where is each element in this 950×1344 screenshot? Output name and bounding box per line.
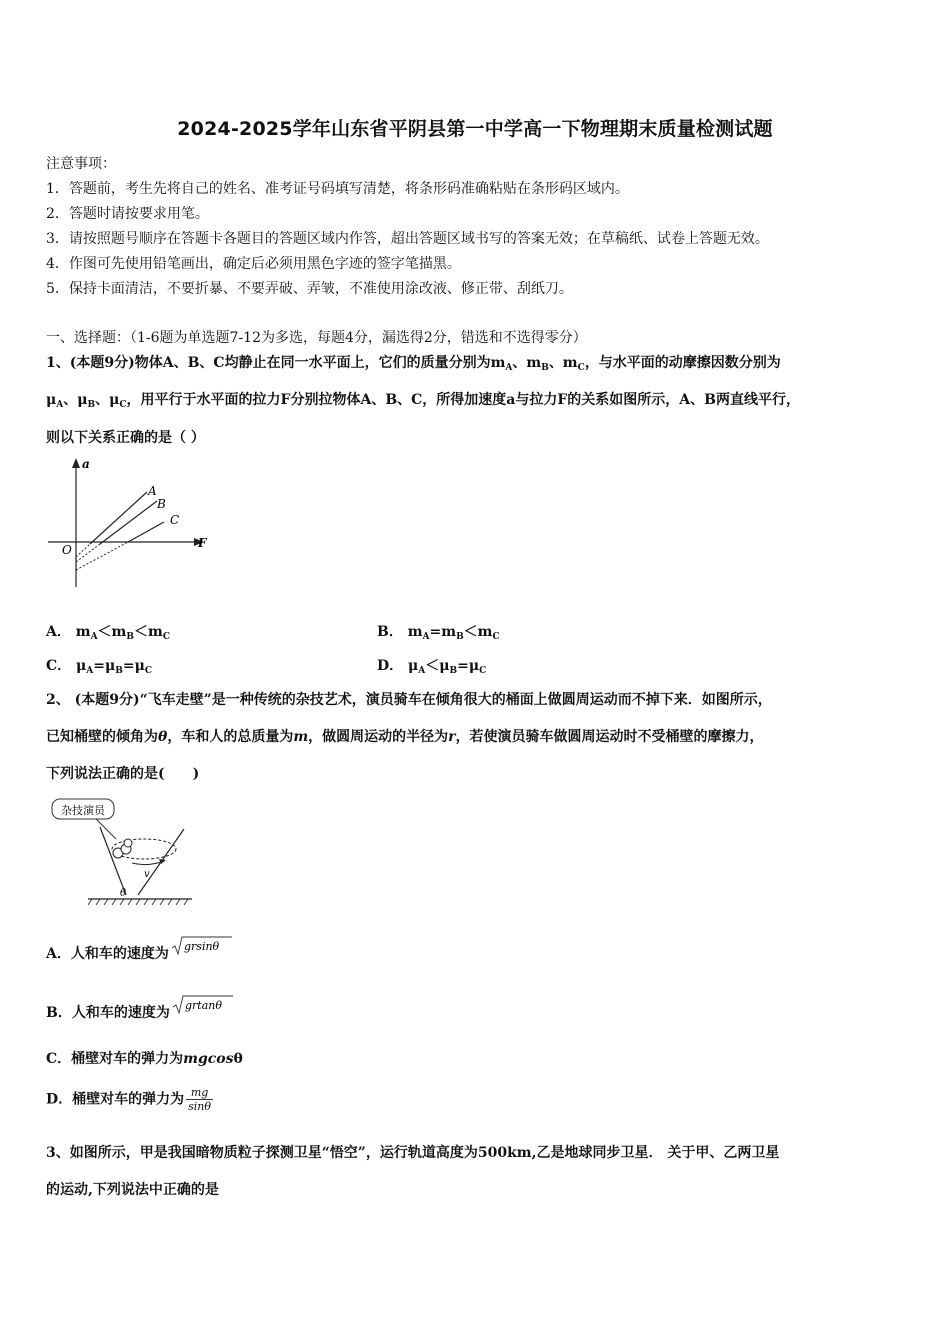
notice-item-3: 3．请按照题号顺序在答题卡各题目的答题区域内作答，超出答题区域书写的答案无效；在草稿纸、试卷上答题无效。: [46, 231, 769, 247]
line-c: [128, 522, 164, 542]
q2-line-3: 下列说法正确的是( ): [46, 766, 200, 782]
line-label-c: C: [170, 513, 180, 527]
bucket-wall-left: [100, 827, 126, 895]
q1-line-3: 则以下关系正确的是（ ）: [46, 430, 205, 446]
q1-option-a[interactable]: A． $m_A<m_B<m_C$: [46, 624, 170, 642]
q1-option-b[interactable]: B． $m_A=m_B<m_C$: [377, 624, 500, 642]
velocity-label: v: [144, 869, 150, 880]
axis-label-a: a: [82, 457, 90, 471]
notice-heading: 注意事项：: [46, 156, 116, 172]
line-b: [100, 501, 157, 544]
q2-figure: [48, 793, 198, 908]
y-axis-arrow: [72, 458, 80, 468]
q1-graph: [44, 452, 214, 592]
fraction-expression-d: $\frac{mg}{\sin\theta}$: [188, 1086, 212, 1113]
svg-text:grsinθ: grsinθ: [183, 940, 220, 953]
q1-option-d[interactable]: D． $\mu_A<\mu_B=\mu_C$: [377, 658, 487, 676]
origin-label: O: [62, 543, 72, 557]
axis-label-f: F: [198, 536, 207, 550]
rider-head: [124, 839, 132, 847]
q1-option-c[interactable]: C． $\mu_A=\mu_B=\mu_C$: [46, 658, 153, 676]
sqrt-expression-a: [171, 935, 233, 957]
q2-option-a[interactable]: A．人和车的速度为 grsinθ: [46, 943, 233, 965]
notice-item-5: 5．保持卡面清洁，不要折暴、不要弄破、弄皱，不准使用涂改液、修正带、刮纸刀。: [46, 281, 573, 297]
q2-option-c[interactable]: C．桶壁对车的弹力为mgcosθ: [46, 1051, 243, 1067]
q1-line-1: 1、(本题9分)物体A、B、C均静止在同一水平面上，它们的质量分别为$m_A$、$m_B$、$m_C$，与水平面的动摩擦因数分别为: [46, 355, 781, 373]
callout-label: 杂技演员: [61, 804, 105, 817]
q3-line-2: 的运动,下列说法中正确的是: [46, 1182, 219, 1198]
q1-line-2: $\mu_A$、$\mu_B$、$\mu_C$，用平行于水平面的拉力F分别拉物体A、B、C，所得加速度a与拉力F的关系如图所示，A、B两直线平行，: [46, 392, 800, 410]
notice-item-4: 4．作图可先使用铅笔画出，确定后必须用黑色字迹的签字笔描黑。: [46, 256, 461, 272]
line-label-a: A: [148, 484, 157, 498]
q2-line-1: 2、 (本题9分)“飞车走壁”是一种传统的杂技艺术，演员骑车在倾角很大的桶面上做圆周运动而不掉下来．如图所示，: [46, 692, 772, 708]
ground-hatch: [88, 899, 188, 905]
notice-item-2: 2．答题时请按要求用笔。: [46, 206, 209, 222]
svg-text:grtanθ: grtanθ: [184, 999, 222, 1012]
line-a-extension: [76, 544, 90, 557]
callout-pointer: [96, 819, 116, 839]
q2-option-d[interactable]: D．桶壁对车的弹力为 $\frac{mg}{\sin\theta}$: [46, 1086, 212, 1113]
q2-line-2: 已知桶壁的倾角为θ，车和人的总质量为m，做圆周运动的半径为r，若使演员骑车做圆周运动时不受桶壁的摩擦力，: [46, 729, 764, 745]
line-label-b: B: [157, 497, 166, 511]
q2-option-b[interactable]: B．人和车的速度为 grtanθ: [46, 1002, 234, 1024]
theta-label: θ: [120, 888, 127, 899]
page-title: 2024-2025学年山东省平阴县第一中学高一下物理期末质量检测试题: [177, 118, 773, 140]
q3-line-1: 3、如图所示，甲是我国暗物质粒子探测卫星“悟空”，运行轨道高度为500km,乙是地球同步卫星． 关于甲、乙两卫星: [46, 1145, 780, 1161]
section-heading: 一、选择题：（1-6题为单选题7-12为多选，每题4分，漏选得2分，错选和不选得零分）: [46, 330, 587, 346]
notice-item-1: 1．答题前，考生先将自己的姓名、准考证号码填写清楚，将条形码准确粘贴在条形码区域内。: [46, 181, 629, 197]
sqrt-expression-b: [172, 994, 234, 1016]
